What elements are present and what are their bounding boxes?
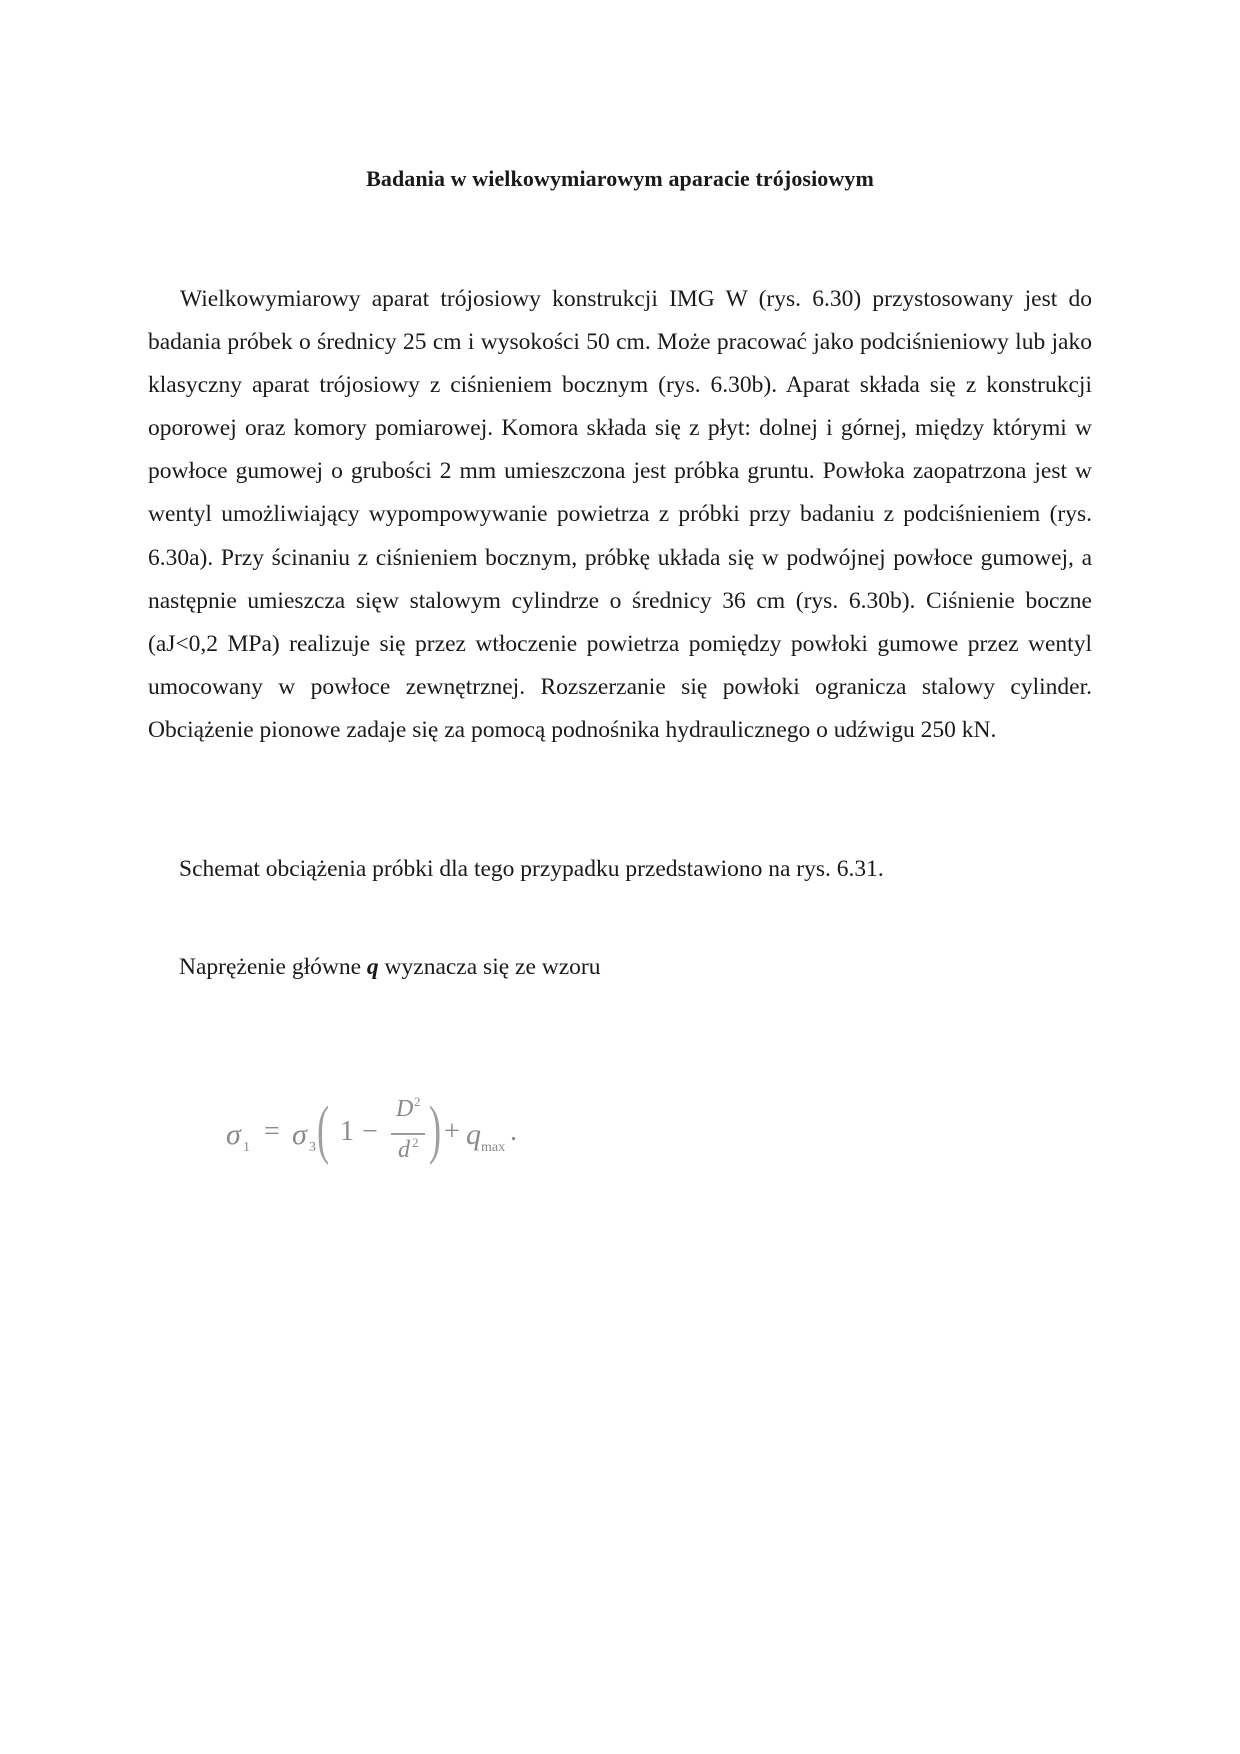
formula-denominator-sup: 2 [412, 1135, 419, 1150]
variable-q: q [366, 954, 379, 980]
stress-formula [226, 1093, 566, 1190]
formula-right-paren: ) [428, 1093, 442, 1166]
formula-q-sub: max [481, 1140, 506, 1155]
stress-paragraph [179, 954, 601, 981]
formula-numerator: D [396, 1096, 414, 1122]
schema-paragraph: Schemat obciążenia próbki dla tego przypadku przedstawiono na rys. 6.31. [179, 856, 884, 882]
document-title: Badania w wielkowymiarowym aparacie trójosiowym [366, 166, 874, 191]
stress-paragraph-text-end: wyznacza się ze wzoru [378, 954, 601, 980]
main-paragraph: Wielkowymiarowy aparat trójosiowy konstrukcji IMG W (rys. 6.30) przystosowany jest do badania próbek o średnicy 25 cm i wysokości 50 cm. Może pracować jako podciśnieniowy lub jako klasyczny aparat trójosiowy z ciśnieniem bocznym (rys. 6.30b). Aparat składa się z konstrukcji oporowej oraz komory pomiarowej. Komora składa się z płyt: dolnej i górnej, między którymi w powłoce gumowej o grubości 2 mm umieszczona jest próbka gruntu. Powłoka zaopatrzona jest w wentyl umożliwiający wypompowywanie powietrza z próbki przy badaniu z podciśnieniem (rys. 6.30a). Przy ścinaniu z ciśnieniem bocznym, próbkę układa się w podwójnej powłoce gumowej, a następnie umieszcza sięw stalowym cylindrze o średnicy 36 cm (rys. 6.30b). Ciśnienie boczne (aJ<0,2 MPa) realizuje się przez wtłoczenie powietrza pomiędzy powłoki gumowe przez wentyl umocowany w powłoce zewnętrznej. Rozszerzanie się powłoki ogranicza stalowy cylinder. Obciążenie pionowe zadaje się za pomocą podnośnika hydraulicznego o udźwigu 250 kN. [148, 286, 1092, 743]
stress-paragraph-text-start: Naprężenie główne [179, 954, 367, 980]
formula-denominator: d [398, 1137, 410, 1163]
formula-fraction-bar [391, 1133, 425, 1135]
formula-numerator-sup: 2 [414, 1094, 421, 1109]
formula-minus: − [362, 1116, 378, 1147]
formula-one: 1 [340, 1116, 354, 1147]
formula-q: q [466, 1118, 481, 1151]
formula-lhs-sub: 1 [243, 1140, 250, 1155]
formula-plus: + [444, 1116, 460, 1147]
formula-rhs-sub: 3 [309, 1140, 316, 1155]
formula-lhs-sigma: σ [226, 1118, 241, 1151]
formula-dot: . [510, 1116, 517, 1147]
formula-left-paren: ( [316, 1093, 330, 1166]
formula-rhs-sigma: σ [292, 1118, 307, 1151]
formula-equals: = [264, 1116, 280, 1147]
